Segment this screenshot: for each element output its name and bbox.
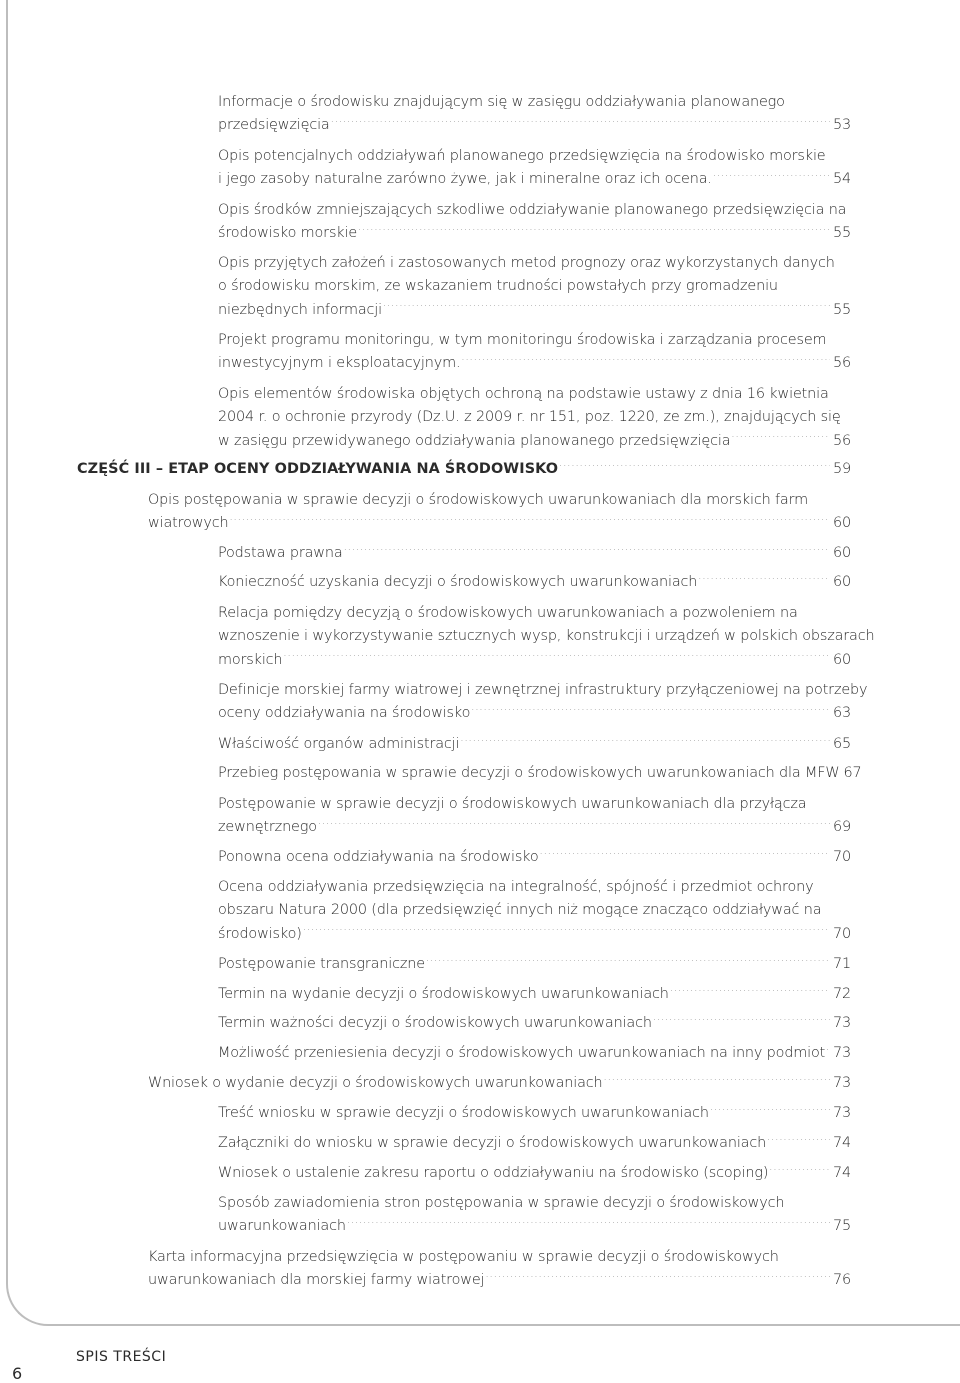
toc-entry-title: morskich [218,651,283,668]
toc-entry-line: Opis środków zmniejszających szkodliwe oddziaływanie planowanego przedsięwzięcia na [218,202,847,218]
toc-entry-last-line [148,1269,851,1292]
toc-entry-title: wiatrowych [148,515,229,532]
dot-leader [358,223,830,237]
toc-entry[interactable] [218,876,851,946]
dot-leader [769,1163,830,1177]
toc-page-number: 60 [832,515,851,532]
toc-entry-last-line [77,458,851,481]
toc-page-number: 75 [832,1218,851,1235]
dot-leader [303,923,830,937]
dot-leader [710,1103,830,1117]
toc-entry-title: inwestycyjnym i eksploatacyjnym. [218,355,461,372]
toc-entry-title: Termin ważności decyzji o środowiskowych uwarunkowaniach [218,1015,652,1031]
toc-entry-last-line [218,953,851,976]
dot-leader [318,817,830,831]
toc-entry-last-line [218,114,851,137]
toc-entry-title: przedsięwzięcia [218,117,330,134]
toc-page-number: 59 [832,461,851,477]
toc-page-number: 55 [832,225,851,242]
toc-entry-last-line [218,352,851,375]
toc-entry-last-line [218,430,851,453]
dot-leader [826,1043,830,1057]
toc-entry-last-line [218,1012,851,1035]
dot-leader [485,1270,830,1284]
toc-entry-line: Opis przyjętych założeń i zastosowanych metod prognozy oraz wykorzystanych danych [218,255,835,271]
toc-entry-title: i jego zasoby naturalne zarówno żywe, jak i mineralne oraz ich ocena. [218,171,712,188]
toc-page-number: 65 [832,736,851,752]
toc-entry-last-line [218,923,851,946]
toc-page-number: 60 [832,574,851,590]
toc-page-number: 73 [832,1045,851,1061]
toc-entry[interactable] [218,1102,851,1125]
toc-entry-title: uwarunkowaniach [218,1218,346,1235]
dot-leader [383,299,830,313]
toc-entry-title: zewnętrznego [218,819,317,836]
toc-entry-last-line [218,983,851,1006]
toc-page-number: 67 [843,765,862,781]
toc-entry-title: Termin na wydanie decyzji o środowiskowych uwarunkowaniach [218,986,669,1002]
toc-entry-title: oceny oddziaływania na środowisko [218,705,471,722]
toc-page-number: 73 [832,1015,851,1031]
dot-leader [670,984,830,998]
toc-entry-last-line [148,512,851,535]
toc-entry-last-line [218,571,851,594]
toc-page-number: 70 [832,925,851,942]
toc-entry-last-line [218,733,851,756]
toc-entry-last-line [218,762,862,785]
toc-entry-line: Karta informacyjna przedsięwzięcia w postępowaniu w sprawie decyzji o środowiskowych [148,1249,779,1265]
toc-entry-last-line [218,649,851,672]
toc-page-number: 71 [832,956,851,972]
toc-entry[interactable] [77,458,851,481]
toc-entry[interactable] [218,199,851,246]
toc-entry-line: 2004 r. o ochronie przyrody (Dz.U. z 2009 r. nr 151, poz. 1220, ze zm.), znajdujących się [218,409,841,426]
toc-entry-title: w zasięgu przewidywanego oddziaływania planowanego przedsięwzięcia [218,432,731,449]
toc-entry[interactable] [218,793,851,840]
toc-entry-last-line [218,299,851,322]
toc-entry[interactable] [218,1162,851,1185]
toc-entry-last-line [218,702,851,725]
dot-leader [331,115,830,129]
toc-page-number: 74 [832,1165,851,1181]
toc-entry[interactable] [218,762,862,785]
toc-entry[interactable] [218,329,851,376]
toc-entry-line: Postępowanie w sprawie decyzji o środowiskowych uwarunkowaniach dla przyłącza [218,796,807,812]
toc-entry[interactable] [218,383,851,453]
toc-page-number: 69 [832,819,851,836]
toc-entry-line: Informacje o środowisku znajdującym się w zasięgu oddziaływania planowanego [218,94,785,110]
dot-leader [698,572,830,586]
toc-entry-title: Wniosek o ustalenie zakresu raportu o oddziaływaniu na środowisko (scoping) [218,1165,769,1181]
dot-leader [347,1216,830,1230]
toc-entry[interactable] [218,602,875,672]
toc-entry[interactable] [218,542,851,565]
toc-entry-title: Załączniki do wniosku w sprawie decyzji o środowiskowych uwarunkowaniach [218,1135,767,1151]
toc-page-number: 53 [832,117,851,134]
toc-entry[interactable] [218,1132,851,1155]
dot-leader [471,703,830,717]
toc-entry-title: Konieczność uzyskania decyzji o środowiskowych uwarunkowaniach [218,574,698,590]
toc-entry[interactable] [218,983,851,1006]
toc-page-number: 56 [832,432,851,449]
toc-entry[interactable] [148,489,851,536]
toc-entry-title: Możliwość przeniesienia decyzji o środowiskowych uwarunkowaniach na inny podmiot [218,1045,826,1061]
dot-leader [344,543,830,557]
toc-entry-title: niezbędnych informacji [218,301,382,318]
toc-page-number: 63 [832,705,851,722]
toc-entry-title: CZĘŚĆ III – ETAP OCENY ODDZIAŁYWANIA NA ŚRODOWISKO [77,461,559,477]
dot-leader [426,954,830,968]
dot-leader [603,1073,830,1087]
toc-page-number: 74 [832,1135,851,1151]
toc-entry-line: Projekt programu monitoringu, w tym monitoringu środowiska i zarządzania procesem [218,332,827,348]
toc-entry-line: Ocena oddziaływania przedsięwzięcia na integralność, spójność i przedmiot ochrony [218,879,814,895]
dot-leader [229,513,830,527]
toc-page-number: 56 [832,355,851,372]
toc-entry-last-line [218,1132,851,1155]
toc-entry-title: Wniosek o wydanie decyzji o środowiskowych uwarunkowaniach [148,1075,603,1091]
toc-entry-line: obszaru Natura 2000 (dla przedsięwzięć innych niż mogące znacząco oddziaływać na [218,902,822,919]
toc-entry-line: Relacja pomiędzy decyzją o środowiskowych uwarunkowaniach a pozwoleniem na [218,605,798,621]
toc-page-number: 76 [832,1272,851,1289]
dot-leader [653,1013,830,1027]
toc-entry[interactable] [218,953,851,976]
toc-page-number: 54 [832,171,851,188]
toc-entry-last-line [218,168,851,191]
toc-entry-title: Przebieg postępowania w sprawie decyzji o środowiskowych uwarunkowaniach dla MFW [218,765,840,781]
toc-entry-line: wznoszenie i wykorzystywanie sztucznych wysp, konstrukcji i urządzeń w polskich obszarach [218,628,875,645]
toc-entry-title: Ponowna ocena oddziaływania na środowisko [218,849,539,865]
toc-entry-title: uwarunkowaniach dla morskiej farmy wiatrowej [148,1272,485,1289]
toc-entry-line: Sposób zawiadomienia stron postępowania w sprawie decyzji o środowiskowych [218,1195,785,1211]
toc-entry-last-line [218,1102,851,1125]
toc-page-number: 70 [832,849,851,865]
dot-leader [461,353,830,367]
dot-leader [713,169,830,183]
toc-entry-title: Postępowanie transgraniczne [218,956,425,972]
toc-entry-last-line [218,222,851,245]
page-number: 6 [12,1364,23,1383]
dot-leader [767,1133,830,1147]
toc-entry-title: Podstawa prawna [218,545,343,561]
toc-entry-last-line [148,1072,851,1095]
toc-entry[interactable] [218,846,851,869]
toc-entry-title: środowisko morskie [218,225,358,242]
toc-entry-last-line [218,1162,851,1185]
toc-page-number: 55 [832,301,851,318]
dot-leader [460,734,830,748]
toc-entry-line: Opis elementów środowiska objętych ochroną na podstawie ustawy z dnia 16 kwietnia [218,386,829,402]
footer-section-title: SPIS TREŚCI [76,1349,167,1365]
dot-leader [731,430,830,444]
toc-entry-title: środowisko) [218,925,302,942]
dot-leader [283,649,830,663]
toc-entry-last-line [218,542,851,565]
toc-page-number: 72 [832,986,851,1002]
toc-entry-line: Definicje morskiej farmy wiatrowej i zewnętrznej infrastruktury przyłączeniowej na potrzeby [218,682,868,698]
toc-entry[interactable] [218,571,851,594]
toc-entry-line: Opis postępowania w sprawie decyzji o środowiskowych uwarunkowaniach dla morskich farm [148,492,808,508]
toc-entry[interactable] [218,1012,851,1035]
toc-entry-last-line [218,1042,851,1065]
dot-leader [540,847,830,861]
toc-entry[interactable] [218,733,851,756]
toc-entry-last-line [218,1215,851,1238]
toc-entry-last-line [218,846,851,869]
toc-entry[interactable] [218,145,851,192]
toc-entry[interactable] [148,1246,851,1293]
toc-entry[interactable] [218,1192,851,1239]
toc-page-number: 73 [832,1075,851,1091]
toc-entry[interactable] [218,91,851,138]
toc-entry[interactable] [148,1072,851,1095]
toc-entry[interactable] [218,1042,851,1065]
toc-entry-line: o środowisku morskim, ze wskazaniem trudności powstałych przy gromadzeniu [218,278,778,295]
toc-entry[interactable] [218,679,868,726]
toc-entry-title: Właściwość organów administracji [218,736,460,752]
toc-entry-last-line [218,816,851,839]
dot-leader [559,459,830,473]
toc-page-number: 73 [832,1105,851,1121]
toc-entry[interactable] [218,252,851,322]
toc-entry-line: Opis potencjalnych oddziaływań planowanego przedsięwzięcia na środowisko morskie [218,148,826,164]
toc-page-number: 60 [832,545,851,561]
toc-page-number: 60 [832,651,851,668]
toc-entry-title: Treść wniosku w sprawie decyzji o środowiskowych uwarunkowaniach [218,1105,709,1121]
